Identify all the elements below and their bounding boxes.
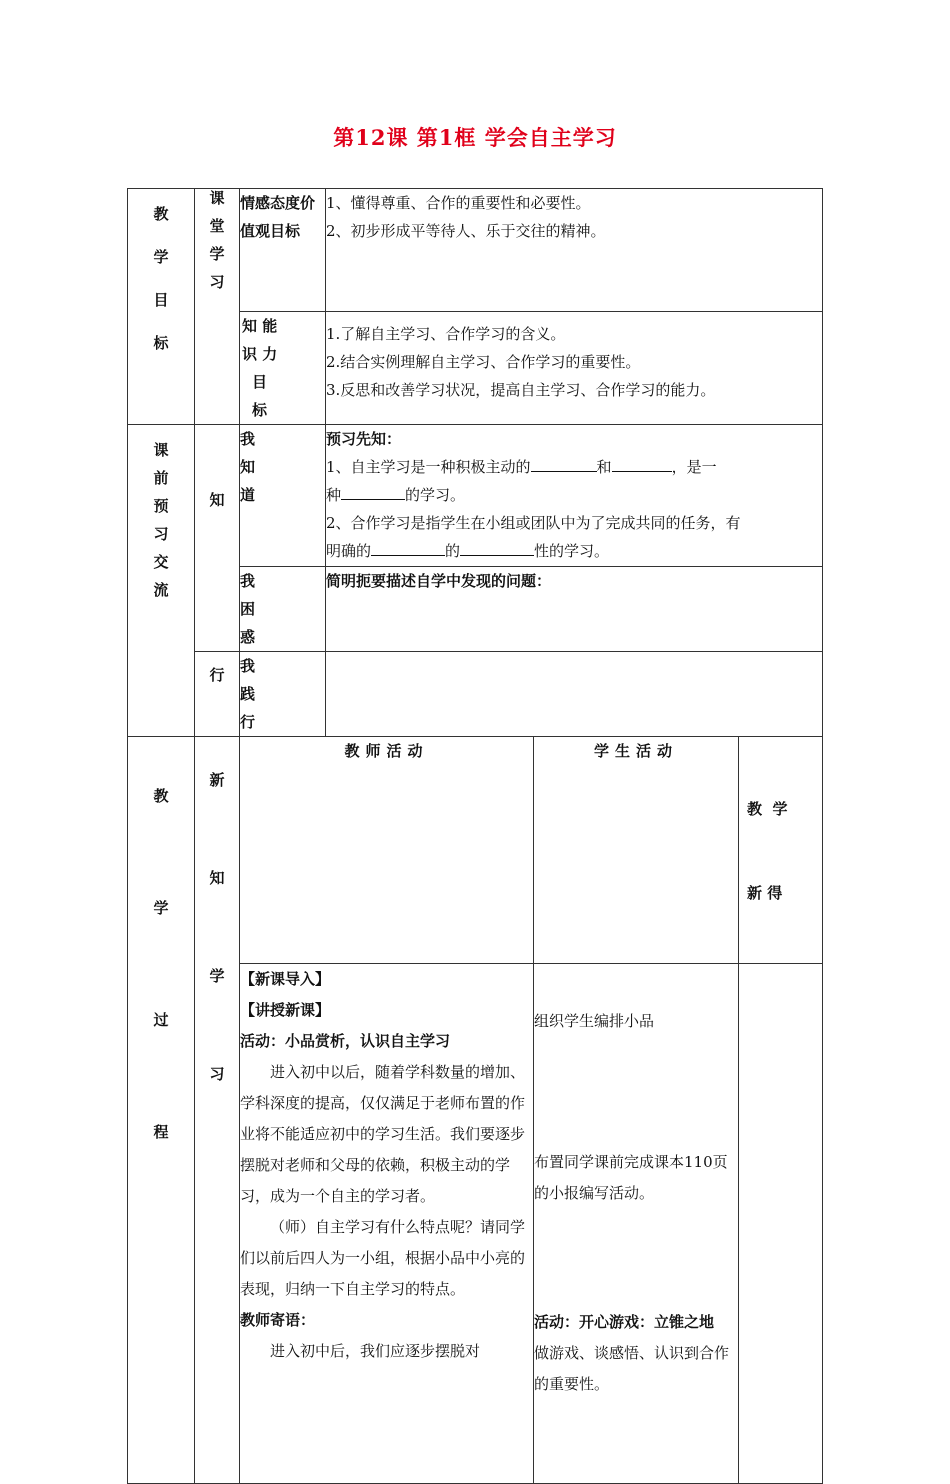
blank-field	[341, 483, 405, 500]
knowledge-goal-label: 知 能 识 力 目 标	[240, 312, 326, 425]
teaching-gains-header: 教 学 新 得	[739, 737, 823, 964]
preview-question-2: 2、合作学习是指学生在小组或团队中为了完成共同的任务，有	[326, 514, 741, 532]
student-activity-heading: 活动：开心游戏：立锥之地	[534, 1313, 715, 1331]
student-activity-item: 组织学生编排小品	[534, 1012, 655, 1030]
attitude-goal-content	[326, 189, 823, 312]
student-activity-item: 做游戏、谈感悟、认识到合作的重要性。	[534, 1344, 730, 1393]
lesson-plan-table	[127, 188, 823, 1484]
preview-heading: 预习先知：	[326, 430, 402, 448]
blank-field	[612, 455, 672, 472]
teaching-gains-content	[739, 964, 823, 1484]
practice-content	[326, 652, 823, 737]
blank-field	[531, 455, 597, 472]
preview-xing-label: 行	[195, 652, 240, 737]
attitude-goal-item: 1、懂得尊重、合作的重要性和必要性。	[326, 194, 591, 212]
practice-label: 我 践 行	[240, 652, 326, 737]
knowledge-goal-content	[326, 312, 823, 425]
goals-label: 教 学 目 标	[128, 189, 195, 425]
student-activity-header: 学生活动	[534, 737, 739, 964]
teacher-activity-content	[240, 964, 534, 1484]
preview-question-1-cont: 种 的学习。	[326, 481, 822, 509]
preview-zhi-label: 知	[195, 425, 240, 652]
confuse-label: 我 困 惑	[240, 567, 326, 652]
teacher-paragraph: 进入初中后，我们应逐步摆脱对	[270, 1342, 481, 1360]
process-sub-label: 新 知 学 习	[195, 737, 240, 1484]
attitude-goal-item: 2、初步形成平等待人、乐于交往的精神。	[326, 222, 606, 240]
know-label: 我 知 道	[240, 425, 326, 567]
student-activity-item: 布置同学课前完成课本110页的小报编写活动。	[534, 1153, 728, 1202]
blank-field	[371, 539, 445, 556]
knowledge-goal-item: 3.反思和改善学习状况，提高自主学习、合作学习的能力。	[326, 381, 716, 399]
teacher-paragraph: 进入初中以后，随着学科数量的增加、学科深度的提高，仅仅满足于老师布置的作业将不能适应初中的学习生活。我们要逐步摆脱对老师和父母的依赖，积极主动的学习，成为一个自主的学习者。	[240, 1063, 526, 1205]
teacher-message-label: 教师寄语：	[240, 1311, 316, 1329]
activity-heading: 活动：小品赏析，认识自主学习	[240, 1032, 451, 1050]
teacher-activity-header: 教师活动	[240, 737, 534, 964]
blank-field	[460, 539, 534, 556]
lecture-heading: 【讲授新课】	[240, 1001, 331, 1019]
student-activity-content	[534, 964, 739, 1484]
preview-label: 课 前 预 习 交 流	[128, 425, 195, 737]
attitude-goal-label: 情感态度价值观目标	[240, 189, 326, 312]
process-label: 教 学 过 程	[128, 737, 195, 1484]
preview-know-content	[326, 425, 823, 567]
preview-question-1: 1、自主学习是一种积极主动的 和 ，是一	[326, 453, 822, 481]
page-title: 第12课 第1框 学会自主学习	[333, 125, 617, 150]
new-lesson-intro: 【新课导入】	[240, 970, 331, 988]
confuse-heading: 简明扼要描述自学中发现的问题：	[326, 567, 823, 652]
preview-question-2-cont: 明确的 的 性的学习。	[326, 537, 822, 565]
knowledge-goal-item: 2.结合实例理解自主学习、合作学习的重要性。	[326, 353, 641, 371]
knowledge-goal-item: 1.了解自主学习、合作学习的含义。	[326, 325, 566, 343]
goals-sub-label: 课 堂 学 习	[195, 189, 240, 425]
teacher-paragraph: （师）自主学习有什么特点呢？请同学们以前后四人为一小组，根据小品中小亮的表现，归纳一下自主学习的特点。	[240, 1218, 526, 1298]
